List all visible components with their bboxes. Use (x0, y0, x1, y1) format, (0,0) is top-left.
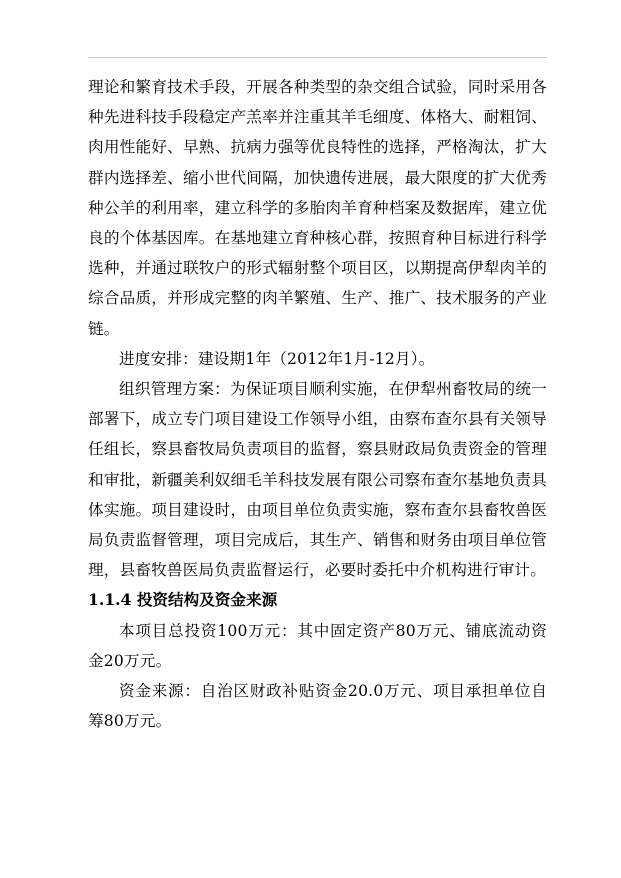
paragraph-organization: 组织管理方案：为保证项目顺利实施，在伊犁州畜牧局的统一部署下，成立专门项目建设工作领导小组，由察布查尔县有关领导任组长，察县畜牧局负责项目的监督，察县财政局负责资金的管理和审批，新疆美利奴细毛羊科技发展有限公司察布查尔基地负责具体实施。项目建设时，由项目单位负责实施，察布查尔县畜牧兽医局负责监督管理，项目完成后，其生产、销售和财务由项目单位管理，县畜牧兽医局负责监督运行，必要时委托中介机构进行审计。 (88, 380, 547, 580)
paragraph-schedule: 进度安排：建设期1年（2012年1月-12月）。 (119, 349, 435, 368)
section-heading: 1.1.4 投资结构及资金来源 (88, 590, 278, 610)
paragraph-breeding-methods: 理论和繁育技术手段，开展各种类型的杂交组合试验，同时采用各种先进科技手段稳定产羔率并注重其羊毛细度、体格大、耐粗饲、肉用性能好、早熟、抗病力强等优良特性的选择，严格淘汰，扩大群内选择差、缩小世代间隔，加快遗传进展，最大限度的扩大优秀种公羊的利用率，建立科学的多胎肉羊育种档案及数据库，建立优良的个体基因库。在基地建立育种核心群，按照育种目标进行科学选种，并通过联牧户的形式辐射整个项目区，以期提高伊犁肉羊的综合品质，并形成完整的肉羊繁殖、生产、推广、技术服务的产业链。 (88, 78, 547, 338)
paragraph-funding-source: 资金来源：自治区财政补贴资金20.0万元、项目承担单位自筹80万元。 (88, 682, 547, 731)
document-body (88, 72, 547, 736)
paragraph-total-investment: 本项目总投资100万元：其中固定资产80万元、铺底流动资金20万元。 (88, 621, 547, 670)
header-rule (88, 57, 547, 58)
